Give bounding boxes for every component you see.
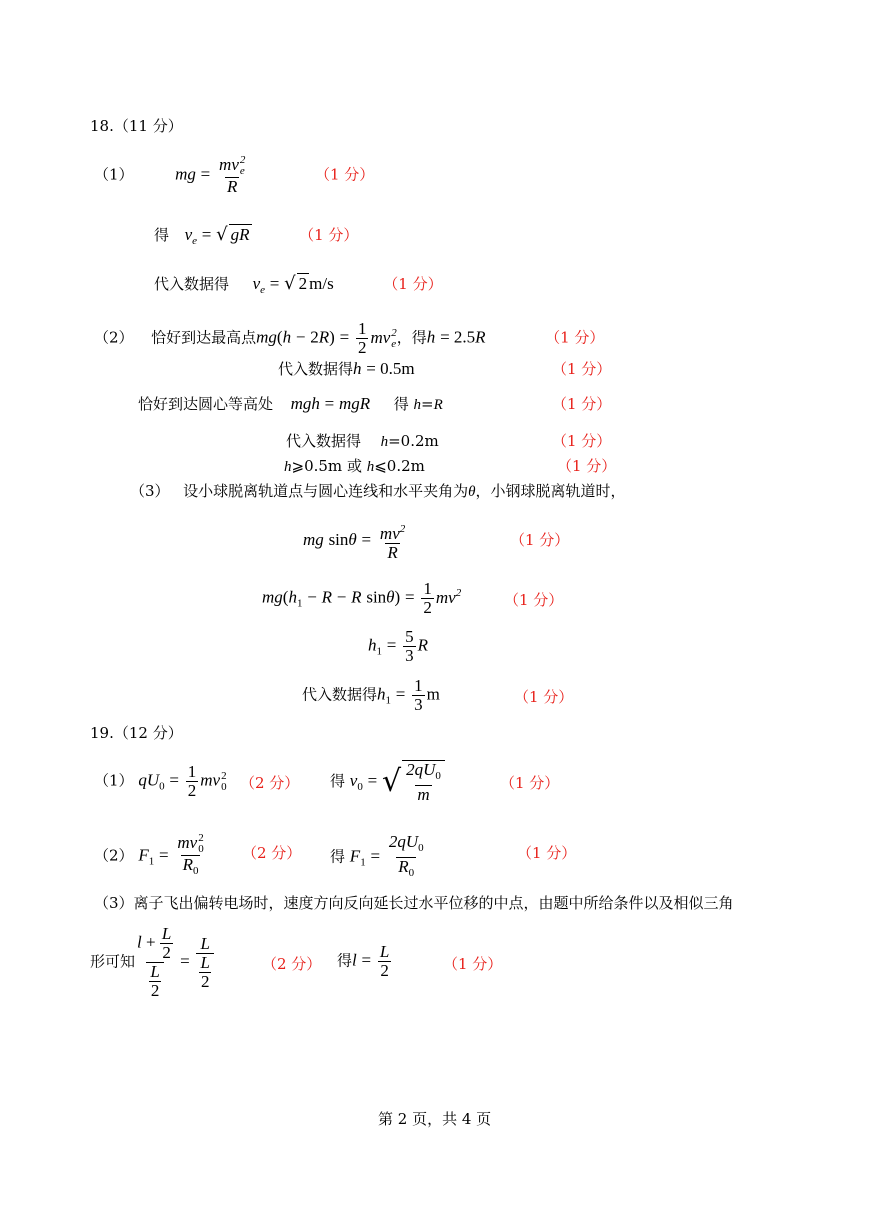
q18-part1-get-label: 得 [154,226,170,244]
q18-part1-sub-label: 代入数据得 [154,275,230,293]
q19-part1-label: （1） [94,771,134,790]
q18-part3-text-b: ，小钢球脱离轨道时， [475,482,626,500]
q18-part1-equation-1: （1） mg = mv 2 e R （1 分） [94,154,375,196]
q18-part2-line2-score: （1 分） [552,360,612,378]
q18-part1-equation-2: 得 $v_e$ = √ gR （1 分） [154,224,359,247]
q18-part2-line-4: 代入数据得 h=0.2m [286,432,439,450]
q19-part3-text2: 形可知 [90,952,136,971]
q18-part2-line3-get: 得 [393,395,409,413]
q18-part2-line3-score: （1 分） [552,395,612,413]
q18-part2-line-5: h⩾0.5m 或 h⩽0.2m [284,457,425,475]
q18-part1-eq2-score: （1 分） [299,226,359,244]
q18-part3-equation-1: mg sinθ = $\frac{mv^2}{R}$ [303,523,406,562]
q19-part1-get: 得 [330,772,346,790]
q19-part3-equation-1: 形可知 l + $\frac{L}{2}$ $\frac{L}{2}$ = $\frac{L}{\frac{L}{2}}$ [90,925,216,1000]
q19-part3-text: （3）离子飞出偏转电场时，速度方向反向延长过水平位移的中点，由题中所给条件以及相似三角 [94,894,734,912]
q18-part2-line1-text: 恰好到达最高点 [151,328,257,347]
q18-part2-line5-or: 或 [346,457,362,475]
q19-part2-score-b: （1 分） [517,844,577,862]
q18-title: 18.（11 分） [90,117,183,135]
q19-part1-equation-1: （1） $qU_0$ = $\frac{1}{2}$ mv 2 0 [94,762,227,800]
q18-part3-label: （3） [130,482,170,500]
q18-part2-line-3: 恰好到达圆心等高处 mgh = mgR 得 h=R [138,394,443,413]
q18-part2-line3-text: 恰好到达圆心等高处 [138,395,274,413]
q18-part2-line1-score: （1 分） [545,328,605,347]
q18-part3-eq4-score: （1 分） [514,688,574,706]
q19-part3-get: 得 [337,951,353,970]
q18-part3-equation-2: $mg(h_1 - R - R$ sinθ) = $\frac{1}{2}$ $mv^2$ [262,579,462,617]
page-footer: 第 2 页，共 4 页 [378,1110,492,1128]
q19-title: 19.（12 分） [90,724,183,742]
q18-part3-equation-3: $h_1$ = $\frac{5}{3}$ R [368,627,429,665]
q18-part3-eq1-score: （1 分） [510,531,570,549]
q18-part3-eq2-score: （1 分） [504,591,564,609]
q18-part3-equation-4: 代入数据得$h_1$ = $\frac{1}{3}$ m [302,676,440,714]
q18-part2-line2-text: 代入数据得 [278,360,354,378]
q19-part1-score-a: （2 分） [240,774,300,792]
q18-part1-eq3-score: （1 分） [383,275,443,293]
q18-part1-eq1-score: （1 分） [314,165,375,184]
q18-part2-line1-mid: ，得 [396,328,427,347]
q19-part2-get: 得 [330,847,346,866]
q18-part2-line4-text: 代入数据得 [286,432,362,450]
q18-part2-line4-score: （1 分） [552,432,612,450]
q18-part3-text: （3） 设小球脱离轨道点与圆心连线和水平夹角为θ，小钢球脱离轨道时， [130,482,626,500]
q18-part2-line-1: （2） 恰好到达最高点mg(h − 2R) = $\frac{1}{2}$ mv 2 e ，得h = 2.5R （1 分） [94,319,605,357]
q19-part1-equation-2: 得 $v_0$ = √ $\frac{2qU_0}{m}$ [330,760,445,804]
q19-part3-equation-2: 得l = $\frac{L}{2}$ [337,942,390,980]
q19-part2-label: （2） [94,846,134,865]
q19-part2-equation-2: 得 $F_1$ = $\frac{2qU_0}{R_0}$ [330,833,428,882]
q19-part2-score-a: （2 分） [242,844,302,862]
q18-part1-equation-3: 代入数据得 $v_e$ = √ 2 m/s （1 分） [154,273,443,296]
q18-part2-label: （2） [94,328,134,347]
q18-part1-label: （1） [94,165,134,184]
q19-part3-score-a: （2 分） [262,955,322,973]
q18-part3-text-a: 设小球脱离轨道点与圆心连线和水平夹角为 [183,482,469,500]
q18-part2-line-2: 代入数据得h = 0.5m [278,359,415,378]
q18-part2-line5-score: （1 分） [557,457,617,475]
q19-part1-score-b: （1 分） [500,774,560,792]
q18-part3-eq4-text: 代入数据得 [302,685,378,704]
q19-part2-equation-1: （2） $F_1$ = mv 2 0 $R_0$ [94,833,208,880]
q19-part3-score-b: （1 分） [443,955,503,973]
